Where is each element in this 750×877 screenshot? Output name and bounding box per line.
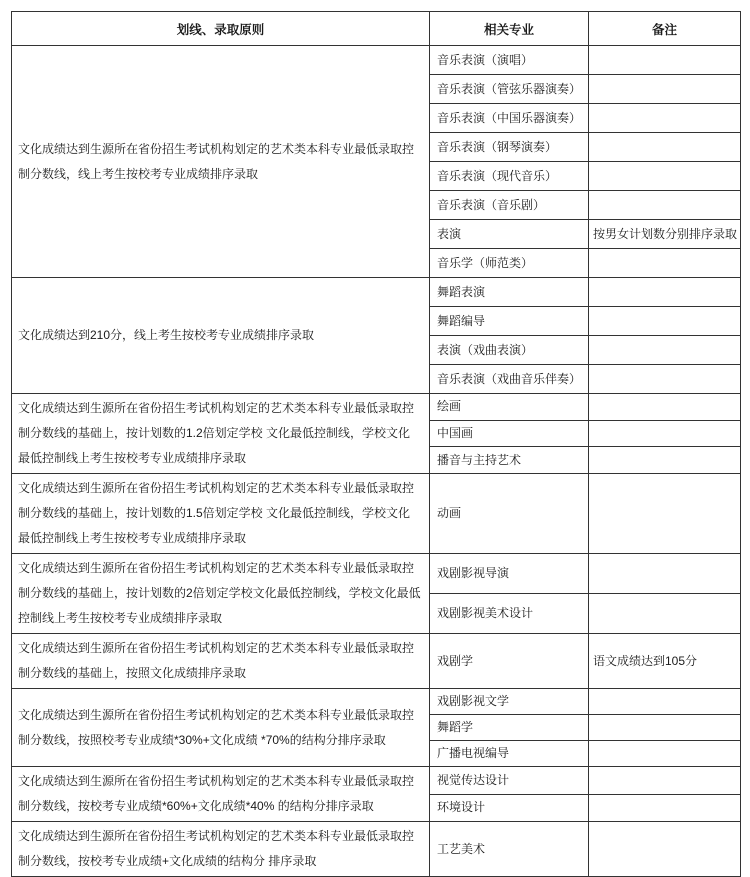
note-cell (589, 307, 741, 336)
column-header-principles: 划线、录取原则 (12, 12, 430, 46)
major-cell: 音乐表演（钢琴演奏） (430, 133, 589, 162)
note-cell (589, 394, 741, 421)
table-row (12, 767, 741, 795)
major-cell: 环境设计 (430, 794, 589, 822)
note-cell (589, 249, 741, 278)
major-cell: 音乐表演（管弦乐器演奏） (430, 75, 589, 104)
table-row (12, 278, 741, 307)
table-row (12, 46, 741, 75)
principle-cell: 文化成绩达到生源所在省份招生考试机构划定的艺术类本科专业最低录取控制分数线，按校考专业成绩+文化成绩的结构分 排序录取 (12, 822, 430, 877)
major-cell: 音乐表演（演唱） (430, 46, 589, 75)
principle-cell: 文化成绩达到210分，线上考生按校考专业成绩排序录取 (12, 278, 430, 394)
note-cell (589, 554, 741, 594)
principle-cell: 文化成绩达到生源所在省份招生考试机构划定的艺术类本科专业最低录取控制分数线的基础上，按计划数的1.5倍划定学校 文化最低控制线，学校文化最低控制线上考生按校考专业成绩排序录取 (12, 474, 430, 554)
note-cell (589, 594, 741, 634)
major-cell: 戏剧影视文学 (430, 689, 589, 715)
note-cell (589, 365, 741, 394)
major-cell: 戏剧影视导演 (430, 554, 589, 594)
note-cell: 按男女计划数分别排序录取 (589, 220, 741, 249)
note-cell (589, 474, 741, 554)
major-cell: 舞蹈学 (430, 715, 589, 741)
major-cell: 表演（戏曲表演） (430, 336, 589, 365)
principle-cell: 文化成绩达到生源所在省份招生考试机构划定的艺术类本科专业最低录取控制分数线的基础上，按计划数的2倍划定学校文化最低控制线，学校文化最低控制线上考生按校考专业成绩排序录取 (12, 554, 430, 634)
table-row (12, 554, 741, 594)
principle-cell: 文化成绩达到生源所在省份招生考试机构划定的艺术类本科专业最低录取控制分数线的基础上，按计划数的1.2倍划定学校 文化最低控制线，学校文化最低控制线上考生按校考专业成绩排序录取 (12, 394, 430, 474)
table-row (12, 634, 741, 689)
major-cell: 音乐表演（现代音乐） (430, 162, 589, 191)
admission-rules-table (11, 11, 741, 877)
major-cell: 舞蹈表演 (430, 278, 589, 307)
major-cell: 绘画 (430, 394, 589, 421)
major-cell: 音乐表演（中国乐器演奏） (430, 104, 589, 133)
note-cell (589, 191, 741, 220)
principle-cell: 文化成绩达到生源所在省份招生考试机构划定的艺术类本科专业最低录取控制分数线，按照校考专业成绩*30%+文化成绩 *70%的结构分排序录取 (12, 689, 430, 767)
note-cell (589, 715, 741, 741)
note-cell (589, 46, 741, 75)
major-cell: 音乐学（师范类） (430, 249, 589, 278)
table-row (12, 822, 741, 877)
principle-cell: 文化成绩达到生源所在省份招生考试机构划定的艺术类本科专业最低录取控制分数线，线上考生按校考专业成绩排序录取 (12, 46, 430, 278)
principle-cell: 文化成绩达到生源所在省份招生考试机构划定的艺术类本科专业最低录取控制分数线的基础上，按照文化成绩排序录取 (12, 634, 430, 689)
note-cell (589, 278, 741, 307)
major-cell: 舞蹈编导 (430, 307, 589, 336)
note-cell (589, 420, 741, 447)
major-cell: 视觉传达设计 (430, 767, 589, 795)
table-row (12, 394, 741, 421)
major-cell: 音乐表演（音乐剧） (430, 191, 589, 220)
table-row (12, 474, 741, 554)
note-cell (589, 75, 741, 104)
major-cell: 播音与主持艺术 (430, 447, 589, 474)
header-row (12, 12, 741, 46)
column-header-majors: 相关专业 (430, 12, 589, 46)
note-cell (589, 689, 741, 715)
major-cell: 广播电视编导 (430, 741, 589, 767)
principle-cell: 文化成绩达到生源所在省份招生考试机构划定的艺术类本科专业最低录取控制分数线，按校考专业成绩*60%+文化成绩*40% 的结构分排序录取 (12, 767, 430, 822)
major-cell: 戏剧学 (430, 634, 589, 689)
note-cell (589, 447, 741, 474)
note-cell (589, 822, 741, 877)
major-cell: 工艺美术 (430, 822, 589, 877)
note-cell (589, 336, 741, 365)
note-cell (589, 794, 741, 822)
major-cell: 表演 (430, 220, 589, 249)
major-cell: 音乐表演（戏曲音乐伴奏） (430, 365, 589, 394)
note-cell (589, 741, 741, 767)
major-cell: 戏剧影视美术设计 (430, 594, 589, 634)
note-cell (589, 162, 741, 191)
column-header-notes: 备注 (589, 12, 741, 46)
note-cell (589, 767, 741, 795)
note-cell: 语文成绩达到105分 (589, 634, 741, 689)
major-cell: 动画 (430, 474, 589, 554)
major-cell: 中国画 (430, 420, 589, 447)
note-cell (589, 133, 741, 162)
note-cell (589, 104, 741, 133)
table-row (12, 689, 741, 715)
